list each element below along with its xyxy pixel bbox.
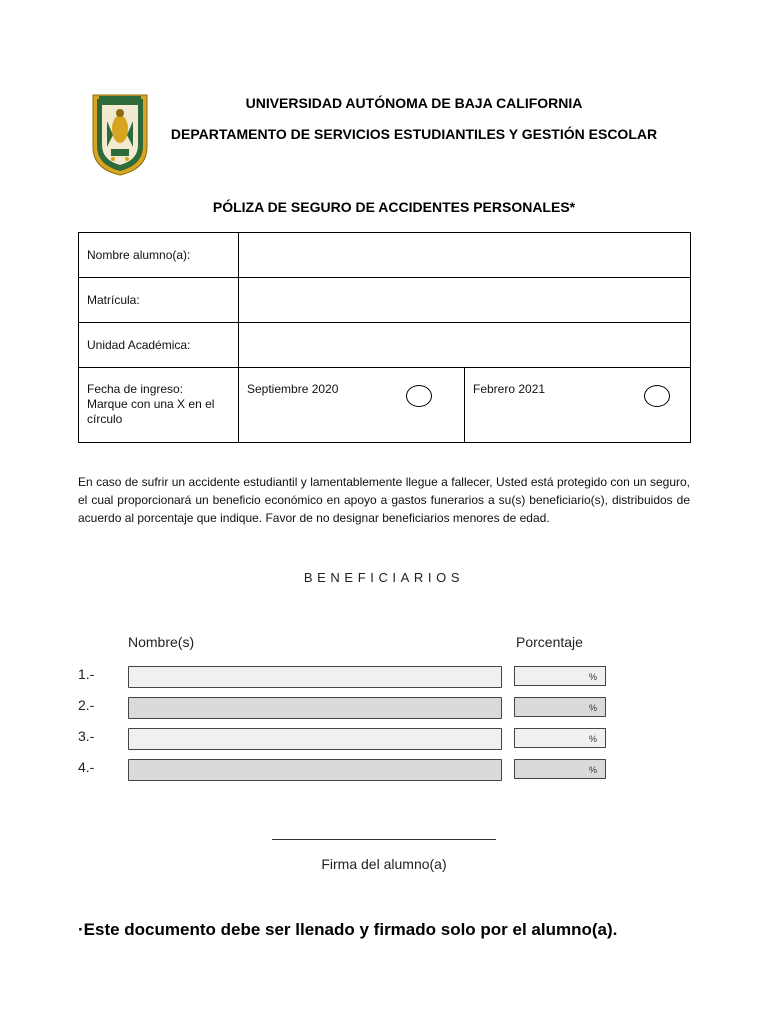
university-shield-icon xyxy=(91,91,149,177)
notice-paragraph: En caso de sufrir un accidente estudiantil y lamentablemente llegue a fallecer, Usted está protegido con un seguro, el cual proporcionará un beneficio económico en apoyo a gastos funerarios a su(s) beneficiario(s), distribuidos de acuerdo al porcentaje que indique. Favor de no designar beneficiarios menores de edad. xyxy=(78,475,690,525)
signature-line[interactable] xyxy=(272,839,496,840)
option-febrero-cell xyxy=(465,368,691,443)
beneficiary-name-input[interactable] xyxy=(128,759,502,781)
beneficiary-name-input[interactable] xyxy=(128,666,502,688)
fecha-label-line1: Fecha de ingreso: xyxy=(87,382,184,396)
beneficiary-number: 4.- xyxy=(78,759,95,775)
university-name: UNIVERSIDAD AUTÓNOMA DE BAJA CALIFORNIA xyxy=(245,95,583,111)
policy-title: PÓLIZA DE SEGURO DE ACCIDENTES PERSONALES* xyxy=(212,199,576,215)
option-septiembre-cell xyxy=(239,368,465,443)
beneficiary-number: 1.- xyxy=(78,666,95,682)
student-name-label: Nombre alumno(a): xyxy=(79,233,239,278)
student-info-table xyxy=(78,232,691,443)
matricula-label: Matrícula: xyxy=(79,278,239,323)
student-name-field[interactable] xyxy=(239,233,691,278)
option-septiembre-circle[interactable] xyxy=(406,385,432,407)
beneficiary-name-input[interactable] xyxy=(128,728,502,750)
beneficiary-percent-input[interactable]: % xyxy=(514,666,606,686)
beneficiary-name-input[interactable] xyxy=(128,697,502,719)
beneficiary-number: 3.- xyxy=(78,728,95,744)
unidad-field[interactable] xyxy=(239,323,691,368)
unidad-label: Unidad Académica: xyxy=(79,323,239,368)
option-febrero-circle[interactable] xyxy=(644,385,670,407)
percent-column-header: Porcentaje xyxy=(516,634,583,650)
option-febrero-label: Febrero 2021 xyxy=(473,382,546,396)
beneficiary-percent-input[interactable]: % xyxy=(514,759,606,779)
fecha-label-line3: círculo xyxy=(87,412,123,426)
beneficiary-number: 2.- xyxy=(78,697,95,713)
signature-label: Firma del alumno(a) xyxy=(321,856,447,872)
beneficiary-percent-input[interactable]: % xyxy=(514,697,606,717)
option-septiembre-label: Septiembre 2020 xyxy=(247,382,339,396)
fecha-ingreso-label xyxy=(79,368,239,443)
fecha-label-line2: Marque con una X en el xyxy=(87,397,215,411)
beneficiary-percent-input[interactable]: % xyxy=(514,728,606,748)
department-name: DEPARTAMENTO DE SERVICIOS ESTUDIANTILES Y GESTIÓN ESCOLAR xyxy=(170,126,658,142)
matricula-field[interactable] xyxy=(239,278,691,323)
names-column-header: Nombre(s) xyxy=(128,634,195,650)
beneficiaries-title: BENEFICIARIOS xyxy=(303,570,465,585)
footnote: ·Este documento debe ser llenado y firmado solo por el alumno(a). xyxy=(78,920,618,939)
